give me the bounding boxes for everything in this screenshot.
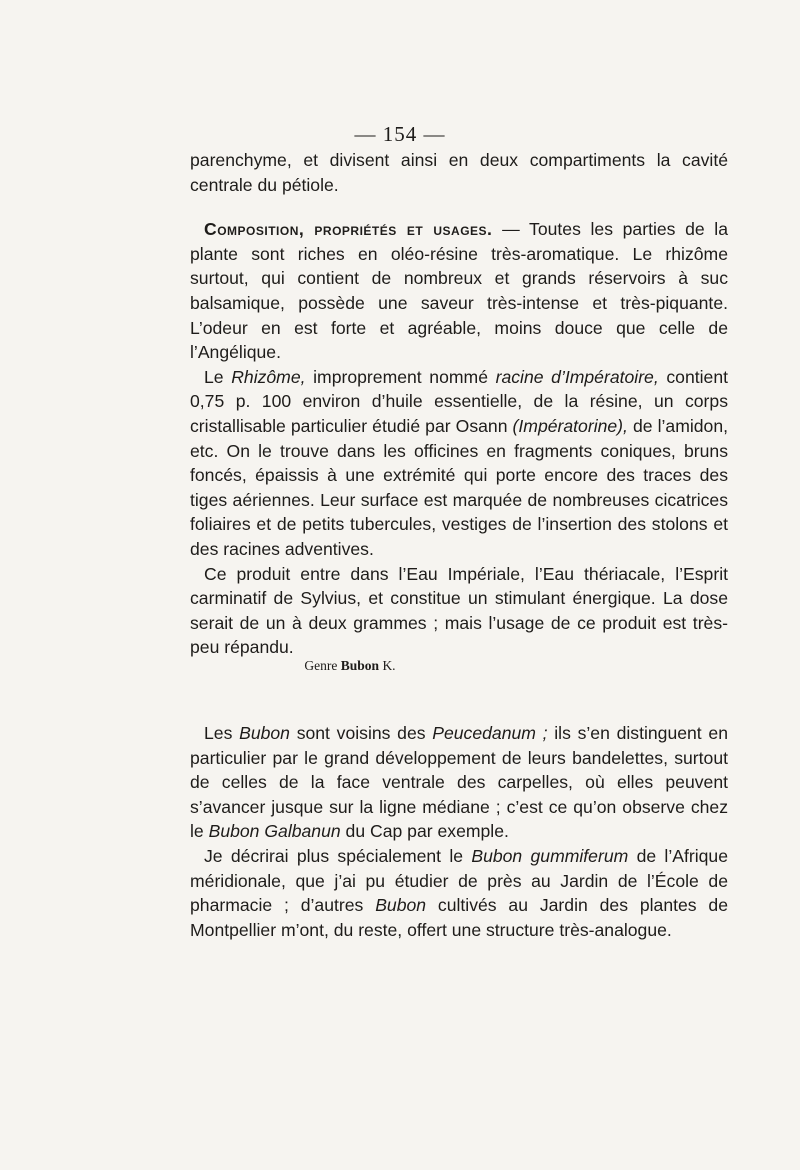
- paragraph: Ce produit entre dans l’Eau Impériale, l’Eau thériacale, l’Esprit carminatif de Sylvius, et constitue un stimulant énergique. La dose serait de un à deux grammes ; mais l’usage de ce produit est très-peu répandu.: [190, 563, 728, 658]
- text-run: sont voisins des: [289, 723, 433, 743]
- genus-name: Bubon: [340, 658, 380, 673]
- text-run: ils s’en distinguent en particulier par le grand développement de leurs bandelettes, surtout de celles de la face ventrale des carpelles, où elles peuvent s’avancer jusque sur la ligne médiane ; c’est ce qu’on observe chez le: [190, 723, 728, 842]
- italic-term: Bubon: [375, 895, 427, 916]
- text-run: de l’amidon, etc. On le trouve dans les officines en fragments coniques, bruns foncés, épaissis à une extrémité qui porte encore des traces des tiges aériennes. Leur surface est marquée de nombreuses cicatrices foliaires et de petits tubercules, vestiges de l’insertion des stolons et des racines adventives.: [190, 415, 728, 559]
- genus-heading: [0, 658, 700, 674]
- italic-term: Rhizôme,: [231, 366, 306, 387]
- paragraph-text: — Toutes les parties de la plante sont riches en oléo-résine très-aromatique. Le rhizôme surtout, qui contient de nombreux et grands réservoirs à suc balsamique, possède une saveur très-intense et très-piquante. L’odeur en est forte et agréable, moins douce que celle de l’Angélique.: [190, 219, 728, 363]
- paragraph: [190, 365, 728, 562]
- italic-term: (Impératorine),: [512, 415, 628, 436]
- paragraph: [190, 844, 728, 942]
- genus-prefix: Genre: [304, 658, 341, 673]
- text-block-bottom: [190, 721, 728, 942]
- text-run: improprement nommé: [305, 366, 496, 387]
- genus-author: K.: [379, 658, 396, 673]
- text-run: Le: [204, 366, 232, 387]
- italic-term: racine d’Impératoire,: [495, 366, 659, 387]
- text-run: Je décrirai plus spécialement le: [204, 845, 472, 866]
- text-run: cultivés au Jardin des plantes de Montpellier m’ont, du reste, offert une structure très-analogue.: [190, 895, 728, 940]
- paragraph: [190, 721, 728, 844]
- section-heading: Composition, propriétés et usages.: [204, 219, 493, 240]
- text-block-top: [190, 148, 728, 660]
- paragraph: parenchyme, et divisent ainsi en deux compartiments la cavité centrale du pétiole.: [190, 150, 728, 195]
- italic-term: Bubon gummiferum: [471, 845, 629, 866]
- text-run: Les: [204, 723, 240, 743]
- italic-term: Bubon Galbanun: [208, 821, 341, 842]
- italic-term: Peucedanum ;: [432, 723, 548, 743]
- text-run: du Cap par exemple.: [340, 821, 509, 842]
- paragraph: [190, 217, 728, 365]
- italic-term: Bubon: [239, 723, 290, 743]
- text-run: contient 0,75 p. 100 environ d’huile essentielle, de la résine, un corps cristallisable particulier étudié par Osann: [190, 366, 728, 436]
- page-number: — 154 —: [354, 122, 446, 146]
- text-run: de l’Afrique méridionale, que j’ai pu étudier de près au Jardin de l’École de pharmacie ; d’autres: [190, 845, 728, 916]
